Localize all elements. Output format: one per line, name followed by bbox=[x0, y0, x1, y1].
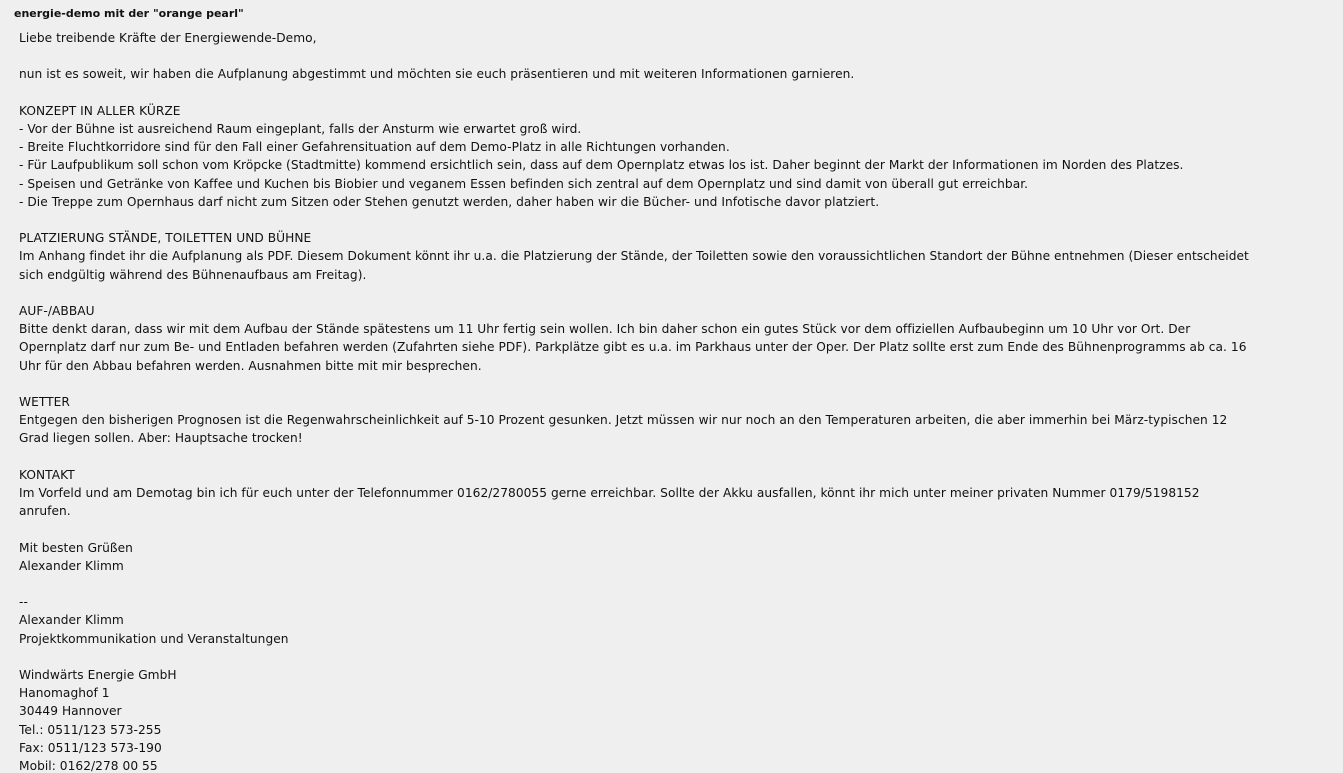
body-line: Bitte denkt daran, dass wir mit dem Aufbau der Stände spätestens um 11 Uhr fertig sein wollen. Ich bin daher schon ein gutes Stück vor dem offiziellen Aufbaubeginn um 10 Uhr vor Ort. Der bbox=[19, 322, 1191, 337]
body-line: Grad liegen sollen. Aber: Hauptsache trocken! bbox=[19, 431, 303, 446]
body-line: 30449 Hannover bbox=[19, 704, 122, 719]
body-line: KONTAKT bbox=[19, 467, 75, 482]
body-line: Uhr für den Abbau befahren werden. Ausnahmen bitte mit mir besprechen. bbox=[19, 358, 482, 373]
body-line: Fax: 0511/123 573-190 bbox=[19, 740, 162, 755]
body-line: - Für Laufpublikum soll schon vom Kröpcke (Stadtmitte) kommend ersichtlich sein, dass auf dem Opernplatz etwas los ist. Daher beginnt der Markt der Informationen im Norden des Platzes. bbox=[19, 158, 1184, 173]
blank-line bbox=[19, 284, 1337, 302]
body-line: sich endgültig während des Bühnenaufbaus am Freitag). bbox=[19, 267, 367, 282]
blank-line bbox=[19, 575, 1337, 593]
blank-line bbox=[19, 448, 1337, 466]
body-line: AUF-/ABBAU bbox=[19, 303, 95, 318]
body-line: Hanomaghof 1 bbox=[19, 686, 110, 701]
email-subject: energie-demo mit der "orange pearl" bbox=[14, 7, 244, 20]
body-line: Opernplatz darf nur zum Be- und Entladen befahren werden (Zufahrten siehe PDF). Parkplätze gibt es u.a. im Parkhaus unter der Oper. Der Platz sollte erst zum Ende des Bühnenprogramms ab ca. 16 bbox=[19, 340, 1247, 355]
body-line: - Breite Fluchtkorridore sind für den Fall einer Gefahrensituation auf dem Demo-Platz in alle Richtungen vorhanden. bbox=[19, 140, 730, 155]
body-line: Windwärts Energie GmbH bbox=[19, 667, 177, 682]
body-line: PLATZIERUNG STÄNDE, TOILETTEN UND BÜHNE bbox=[19, 231, 312, 246]
body-line: - Speisen und Getränke von Kaffee und Kuchen bis Biobier und veganem Essen befinden sich zentral auf dem Opernplatz und sind damit von überall gut erreichbar. bbox=[19, 176, 1029, 191]
blank-line bbox=[19, 520, 1337, 538]
body-line: Alexander Klimm bbox=[19, 613, 124, 628]
body-line: Mobil: 0162/278 00 55 bbox=[19, 758, 158, 773]
body-line: anrufen. bbox=[19, 504, 71, 519]
body-line: - Die Treppe zum Opernhaus darf nicht zum Sitzen oder Stehen genutzt werden, daher haben wir die Bücher- und Infotische davor platziert. bbox=[19, 194, 880, 209]
body-line: Tel.: 0511/123 573-255 bbox=[19, 722, 162, 737]
body-line: -- bbox=[19, 595, 28, 610]
body-line: Projektkommunikation und Veranstaltungen bbox=[19, 631, 289, 646]
blank-line bbox=[19, 211, 1337, 229]
body-line: WETTER bbox=[19, 394, 70, 409]
body-line: Liebe treibende Kräfte der Energiewende-Demo, bbox=[19, 31, 317, 45]
body-line: KONZEPT IN ALLER KÜRZE bbox=[19, 103, 181, 118]
body-line: Im Vorfeld und am Demotag bin ich für euch unter der Telefonnummer 0162/2780055 gerne erreichbar. Sollte der Akku ausfallen, könnt ihr mich unter meiner privaten Nummer 0179/5198152 bbox=[19, 485, 1200, 500]
body-line: - Vor der Bühne ist ausreichend Raum eingeplant, falls der Ansturm wie erwartet groß wird. bbox=[19, 121, 582, 136]
body-line: nun ist es soweit, wir haben die Aufplanung abgestimmt und möchten sie euch präsentieren und mit weiteren Informationen garnieren. bbox=[19, 67, 855, 82]
blank-line bbox=[19, 84, 1337, 102]
body-line: Mit besten Grüßen bbox=[19, 540, 133, 555]
blank-line bbox=[19, 375, 1337, 393]
email-body bbox=[19, 29, 1337, 773]
blank-line bbox=[19, 648, 1337, 666]
blank-line bbox=[19, 47, 1337, 65]
body-line: Entgegen den bisherigen Prognosen ist die Regenwahrscheinlichkeit auf 5-10 Prozent gesunken. Jetzt müssen wir nur noch an den Temperaturen arbeiten, die aber immerhin bei März-typischen 12 bbox=[19, 413, 1228, 428]
body-line: Im Anhang findet ihr die Aufplanung als PDF. Diesem Dokument könnt ihr u.a. die Platzierung der Stände, der Toiletten sowie den voraussichtlichen Standort der Bühne entnehmen (Dieser entscheidet bbox=[19, 249, 1249, 264]
body-line: Alexander Klimm bbox=[19, 558, 124, 573]
